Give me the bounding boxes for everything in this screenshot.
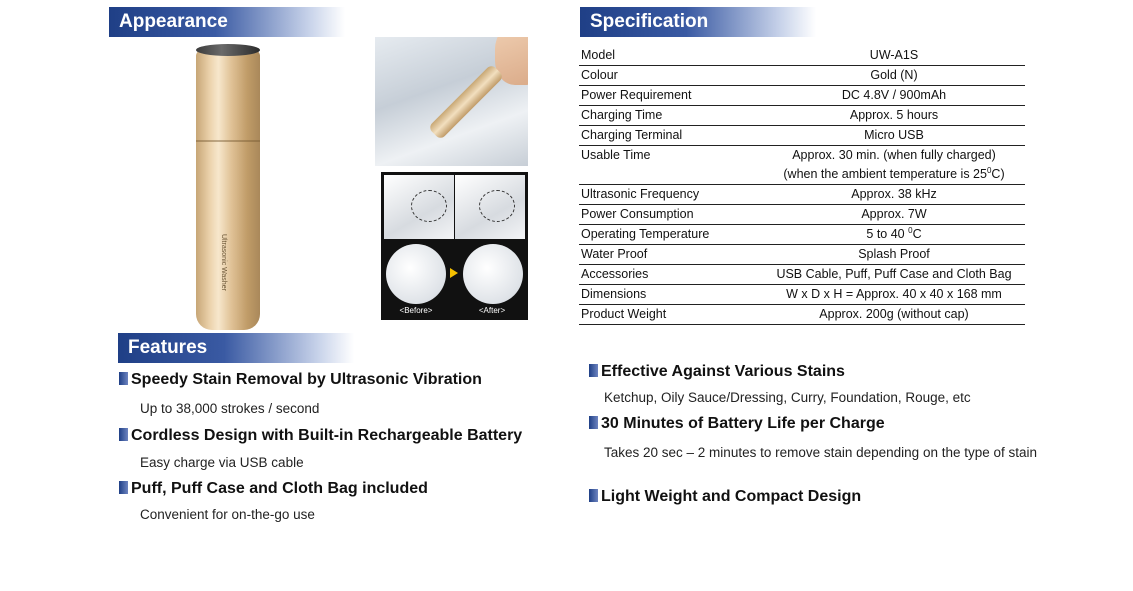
spec-key: Dimensions	[581, 287, 647, 301]
spec-value-line2	[765, 165, 1023, 184]
usage-photo	[375, 37, 528, 166]
spec-value-text: 5 to 40	[866, 227, 909, 241]
feature-title-text: Light Weight and Compact Design	[601, 488, 862, 505]
spec-value: UW-A1S	[869, 48, 919, 62]
spec-value-text: (when the ambient temperature is 25	[783, 167, 987, 181]
spec-key: Charging Time	[581, 108, 663, 122]
spec-value	[763, 146, 1025, 185]
table-row	[579, 86, 1025, 106]
spec-key: Charging Terminal	[581, 128, 683, 142]
feature-desc: Easy charge via USB cable	[140, 455, 304, 470]
spec-key: Power Consumption	[581, 207, 694, 221]
spec-key: Operating Temperature	[581, 227, 710, 241]
feature-title-text: Speedy Stain Removal by Ultrasonic Vibration	[131, 371, 482, 388]
bullet-icon	[119, 372, 128, 385]
spec-key: Accessories	[581, 267, 649, 281]
degree-superscript: 0	[908, 225, 913, 235]
specification-table	[579, 46, 1025, 325]
spec-value: Approx. 200g (without cap)	[819, 307, 969, 321]
spec-value-line1: Approx. 30 min. (when fully charged)	[792, 148, 996, 162]
spec-key: Usable Time	[581, 148, 651, 162]
feature-title-text: 30 Minutes of Battery Life per Charge	[601, 415, 885, 432]
table-row	[579, 265, 1025, 285]
specification-header: Specification	[580, 7, 816, 37]
table-row	[579, 205, 1025, 225]
spec-key: Model	[581, 48, 616, 62]
spec-value-unit: C)	[991, 167, 1005, 181]
table-row	[579, 285, 1025, 305]
spec-value: DC 4.8V / 900mAh	[841, 88, 947, 102]
feature-title	[119, 480, 428, 498]
features-header: Features	[118, 333, 354, 363]
spec-key: Product Weight	[581, 307, 667, 321]
bullet-icon	[119, 428, 128, 441]
after-caption: <After>	[478, 306, 506, 315]
bullet-icon	[589, 364, 598, 377]
before-after-photo	[381, 172, 528, 320]
product-body	[196, 50, 260, 330]
feature-title	[589, 488, 861, 506]
after-closeup	[463, 244, 523, 304]
feature-desc: Convenient for on-the-go use	[140, 507, 315, 522]
spec-key: Ultrasonic Frequency	[581, 187, 700, 201]
spec-value: Approx. 38 kHz	[851, 187, 937, 201]
appearance-header: Appearance	[109, 7, 345, 37]
feature-title	[589, 415, 885, 433]
table-row	[579, 245, 1025, 265]
product-image	[192, 44, 264, 332]
table-row	[579, 305, 1025, 325]
spec-value: Approx. 7W	[861, 207, 927, 221]
feature-title	[119, 427, 522, 445]
feature-title-text: Puff, Puff Case and Cloth Bag included	[131, 480, 428, 497]
table-row	[579, 46, 1025, 66]
product-body-label: Ultrasonic Washer	[220, 234, 227, 291]
bullet-icon	[589, 489, 598, 502]
spec-key: Colour	[581, 68, 618, 82]
table-row	[579, 146, 1025, 185]
after-stain-outline	[479, 190, 515, 222]
spec-value: Gold (N)	[870, 68, 918, 82]
washer-in-use	[428, 64, 504, 140]
feature-title-text: Effective Against Various Stains	[601, 363, 845, 380]
product-seam	[196, 140, 260, 142]
spec-value: W x D x H = Approx. 40 x 40 x 168 mm	[786, 287, 1002, 301]
spec-value	[763, 225, 1025, 245]
feature-desc: Ketchup, Oily Sauce/Dressing, Curry, Foundation, Rouge, etc	[604, 390, 971, 405]
before-stain-outline	[411, 190, 447, 222]
table-row	[579, 126, 1025, 146]
spec-value: USB Cable, Puff, Puff Case and Cloth Bag	[776, 267, 1012, 281]
bullet-icon	[589, 416, 598, 429]
product-cap	[196, 44, 260, 56]
spec-value-unit: C	[912, 227, 922, 241]
spec-value: Splash Proof	[858, 247, 930, 261]
before-closeup	[386, 244, 446, 304]
bullet-icon	[119, 481, 128, 494]
table-row	[579, 185, 1025, 205]
spec-key: Power Requirement	[581, 88, 692, 102]
table-row	[579, 66, 1025, 86]
arrow-right-icon	[450, 268, 458, 278]
table-row	[579, 225, 1025, 245]
spec-value: Micro USB	[864, 128, 924, 142]
feature-desc: Up to 38,000 strokes / second	[140, 401, 320, 416]
feature-desc: Takes 20 sec – 2 minutes to remove stain depending on the type of stain	[604, 445, 1038, 460]
feature-title	[589, 363, 845, 381]
spec-value: Approx. 5 hours	[849, 108, 939, 122]
table-row	[579, 106, 1025, 126]
feature-title-text: Cordless Design with Built-in Rechargeable Battery	[131, 427, 523, 444]
spec-key: Water Proof	[581, 247, 648, 261]
feature-title	[119, 371, 482, 389]
before-caption: <Before>	[399, 306, 433, 315]
degree-superscript: 0	[986, 165, 992, 175]
